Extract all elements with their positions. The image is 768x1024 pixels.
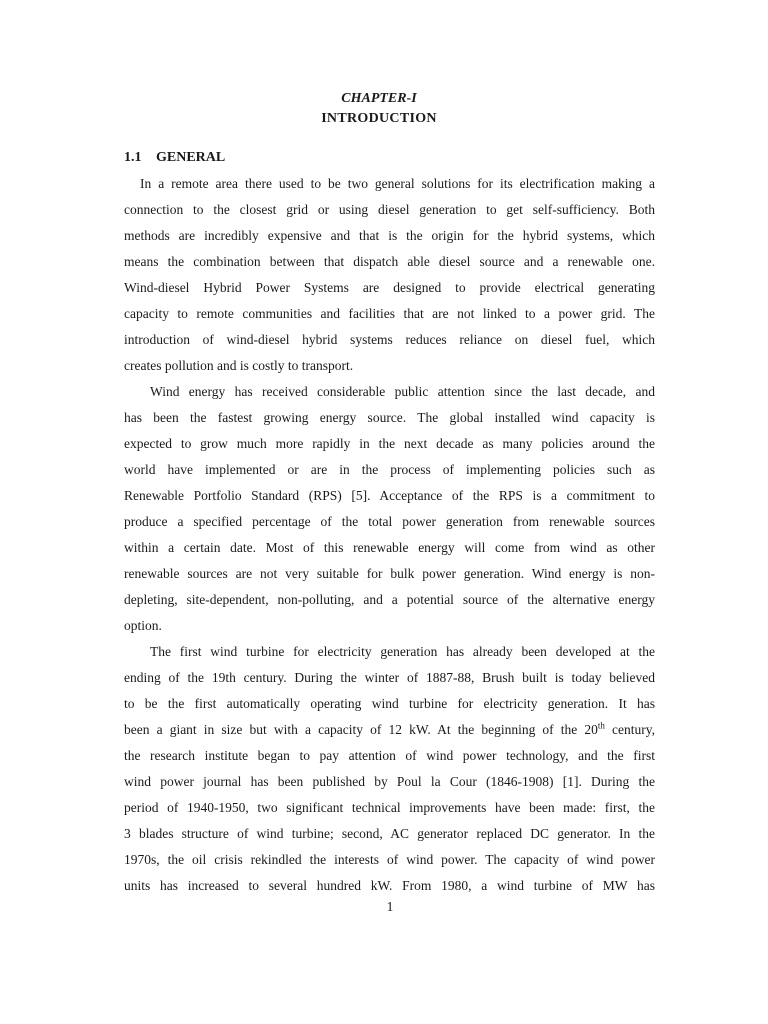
text-line: methods are incredibly expensive and that is the origin for the hybrid systems, which: [124, 228, 655, 243]
chapter-title: INTRODUCTION: [321, 111, 437, 126]
paragraph-3: [124, 639, 655, 899]
chapter-label: CHAPTER-I: [341, 91, 417, 106]
text-line: world have implemented or are in the process of implementing policies such as: [124, 462, 655, 477]
paragraph-1: [124, 171, 655, 379]
section-title: GENERAL: [156, 150, 226, 165]
superscript: th: [597, 720, 605, 731]
text-line: ending of the 19th century. During the winter of 1887-88, Brush built is today believed: [124, 670, 655, 685]
text-line: wind power journal has been published by Poul la Cour (1846-1908) [1]. During the: [124, 774, 655, 789]
section-number: 1.1: [124, 150, 142, 165]
text-line: Wind energy has received considerable public attention since the last decade, and: [150, 384, 655, 399]
section-heading: [124, 150, 225, 166]
text-line: The first wind turbine for electricity generation has already been developed at the: [150, 644, 655, 659]
text-line: depleting, site-dependent, non-polluting, and a potential source of the alternative energy: [124, 592, 655, 607]
text-line: 3 blades structure of wind turbine; second, AC generator replaced DC generator. In the: [124, 826, 655, 841]
text-line: units has increased to several hundred kW. From 1980, a wind turbine of MW has: [124, 878, 655, 893]
text-line: capacity to remote communities and facilities that are not linked to a power grid. The: [124, 306, 655, 321]
text-line: 1970s, the oil crisis rekindled the interests of wind power. The capacity of wind power: [124, 852, 655, 867]
text-line: connection to the closest grid or using diesel generation to get self-sufficiency. Both: [124, 202, 655, 217]
text-segment: century,: [604, 722, 655, 737]
text-line: In a remote area there used to be two general solutions for its electrification making a: [140, 176, 655, 191]
text-line: Wind-diesel Hybrid Power Systems are designed to provide electrical generating: [124, 280, 655, 295]
text-line: introduction of wind-diesel hybrid systems reduces reliance on diesel fuel, which: [124, 332, 655, 347]
text-line: produce a specified percentage of the total power generation from renewable sources: [124, 514, 655, 529]
text-line: has been the fastest growing energy source. The global installed wind capacity is: [124, 410, 655, 425]
text-line: expected to grow much more rapidly in the next decade as many policies around the: [124, 436, 655, 451]
text-line: period of 1940-1950, two significant technical improvements have been made: first, the: [124, 800, 655, 815]
text-line: option.: [124, 618, 162, 633]
text-segment: been a giant in size but with a capacity of 12 kW. At the beginning of the 20: [124, 722, 598, 737]
text-line: [124, 717, 655, 743]
page-number: 1: [386, 899, 394, 914]
text-line: the research institute began to pay attention of wind power technology, and the first: [124, 748, 655, 763]
text-line: renewable sources are not very suitable for bulk power generation. Wind energy is non-: [124, 566, 655, 581]
text-line: creates pollution and is costly to transport.: [124, 358, 354, 373]
text-line: Renewable Portfolio Standard (RPS) [5]. Acceptance of the RPS is a commitment to: [124, 488, 655, 503]
text-line: means the combination between that dispatch able diesel source and a renewable one.: [124, 254, 655, 269]
paragraph-2: [124, 379, 655, 639]
text-line: within a certain date. Most of this renewable energy will come from wind as other: [124, 540, 655, 555]
text-line: to be the first automatically operating wind turbine for electricity generation. It has: [124, 696, 655, 711]
